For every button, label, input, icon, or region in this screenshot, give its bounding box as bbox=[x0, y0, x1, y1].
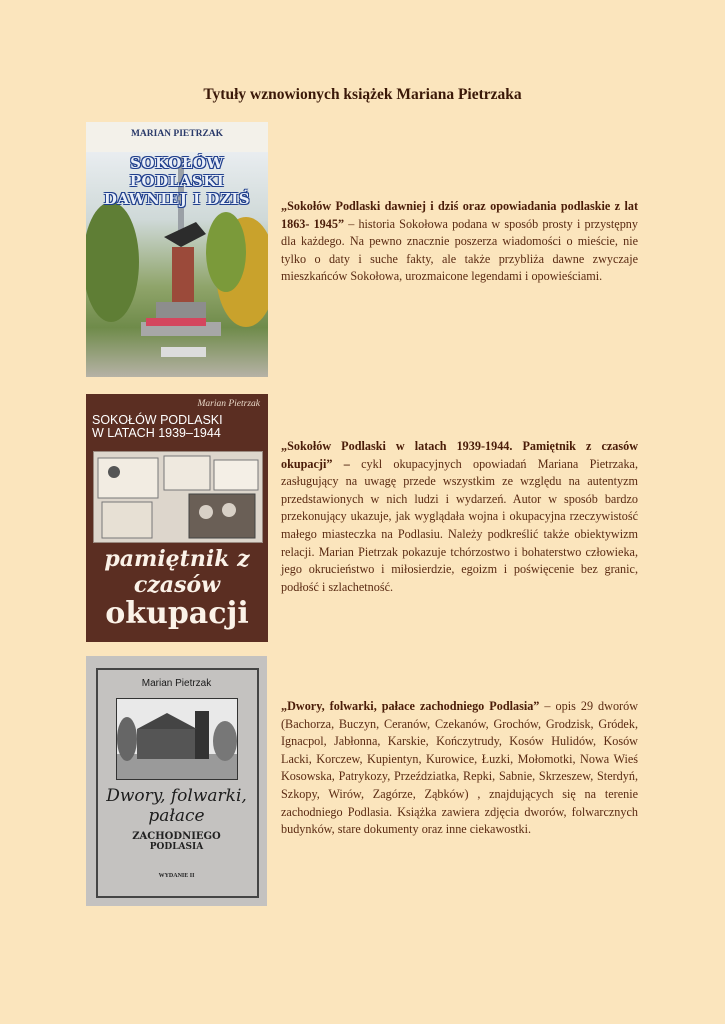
cover-photo-manor bbox=[116, 698, 238, 780]
cover-author: MARIAN PIETRZAK bbox=[130, 129, 224, 139]
book-description-1 bbox=[281, 198, 638, 286]
cover-title-line-2: DAWNIEJ I DZIŚ bbox=[103, 190, 251, 208]
book-text-1: – historia Sokołowa podana w sposób prosty i przystępny dla każdego. Na pewno znacznie poszerza wiadomości o mieście, nie tylko o daty i suche fakty, ale także przybliża dawne zwyczaje mieszkańców Sokołowa, urozmaicone legendami i opowieściami. bbox=[281, 216, 638, 284]
cover-subtitle-1: pamiętnik z czasów bbox=[104, 546, 250, 598]
book-title-2: „Sokołów Podlaski w latach 1939-1944. Pamiętnik z czasów okupacji” – bbox=[281, 439, 638, 471]
cover-subtitle-2: ZACHODNIEGO bbox=[132, 831, 221, 842]
cover-edition: WYDANIE II bbox=[158, 873, 195, 879]
cover-subtitle-3: PODLASIA bbox=[149, 842, 204, 852]
cover-subtitle-1: Dwory, folwarki, pałace bbox=[106, 786, 247, 826]
book-title-3: „Dwory, folwarki, pałace zachodniego Podlasia” bbox=[281, 699, 540, 713]
book-description-3 bbox=[281, 698, 638, 839]
cover-subtitle-2: okupacji bbox=[105, 596, 249, 631]
book-cover-1 bbox=[86, 122, 268, 377]
cover-title-line-2: W LATACH 1939–1944 bbox=[92, 426, 221, 440]
page-title: Tytuły wznowionych książek Mariana Pietrzaka bbox=[203, 86, 522, 103]
book-text-2: cykl okupacyjnych opowiadań Mariana Pietrzaka, zasługujący na uwagę przede wszystkim ze względu na autentyzm przedstawionych w nich ludzi i wydarzeń. Autor w sposób bardzo przekonujący ukazuje, jak wyglądała wojna i okupacyjna rzeczywistość małego miasteczka na Podlasiu. Należy podkreślić także obiektywizm relacji. Marian Pietrzak pokazuje tchórzostwo i bohaterstwo człowieka, jego okrucieństwo i miłosierdzie, egoizm i poświęcenie bez granic, podłość i szlachetność. bbox=[281, 456, 638, 594]
book-description-2 bbox=[281, 438, 638, 596]
cover-title-line-1: SOKOŁÓW PODLASKI bbox=[129, 154, 225, 190]
book-title-1: „Sokołów Podlaski dawniej i dziś oraz opowiadania podlaskie z lat 1863- 1945” bbox=[281, 199, 638, 231]
book-text-3: – opis 29 dworów (Bachorza, Buczyn, Ceranów, Czekanów, Grochów, Grodzisk, Gródek, Ignacpol, Jabłonna, Karskie, Kończytrudy, Kosów Hulidów, Kosów Lacki, Korczew, Kupientyn, Kurowice, Łuzki, Mołomotki, Nowa Wieś Kosowska, Patrykozy, Przeździatka, Repki, Sabnie, Skrzeszew, Sterdyń, Szkopy, Wirów, Zagórze, Ząbków) , znajdujących się na terenie zachodniego Podlasia. Książka zawiera zdjęcia dworów, folwarcznych budynków, stare dokumenty oraz inne ciekawostki. bbox=[281, 699, 638, 837]
cover-author: Marian Pietrzak bbox=[197, 399, 260, 409]
book-cover-2 bbox=[86, 394, 268, 642]
book-cover-3 bbox=[86, 656, 267, 906]
cover-title bbox=[92, 414, 262, 440]
cover-title bbox=[86, 154, 268, 208]
cover-title-line-1: SOKOŁÓW PODLASKI bbox=[92, 413, 223, 427]
cover-photo-documents bbox=[93, 451, 263, 543]
cover-author: Marian Pietrzak bbox=[141, 678, 212, 689]
